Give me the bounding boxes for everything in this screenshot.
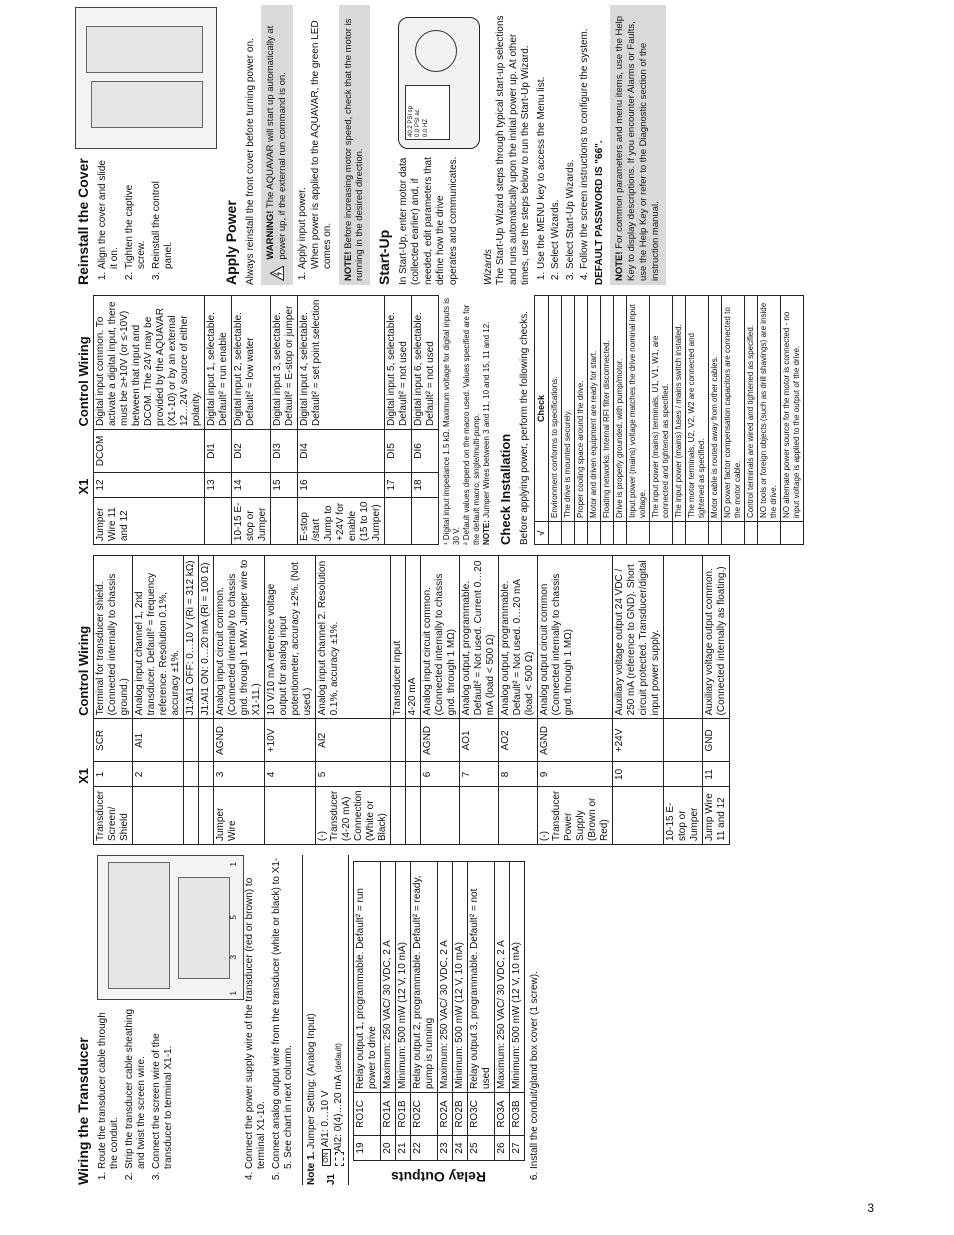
- check-row: [575, 296, 588, 545]
- terminal-description: Auxiliary voltage output 24 VDC / 250 mA (reference to GND). Short circuit protected. Transducer/digital input power supply.: [613, 556, 664, 719]
- terminal-signal: RO2B: [453, 1093, 468, 1136]
- side-label: Jumper Wire 11 and 12: [94, 498, 205, 545]
- side-label: [271, 498, 298, 545]
- terminal-description: Minimum: 500 mW (12 V, 10 mA): [396, 862, 411, 1093]
- terminal-signal: AI1: [133, 719, 184, 762]
- warning-icon: [265, 266, 289, 281]
- check-item: Drive is properly grounded, with pump/motor.: [614, 296, 627, 522]
- check-item: Environment conforms to specifications.: [549, 296, 562, 522]
- check-row: [686, 296, 709, 545]
- terminal-signal: +10V: [265, 719, 316, 762]
- check-item: Floating networks: Internal RFI filter disconnected.: [601, 296, 614, 522]
- terminal-signal: [199, 719, 214, 762]
- terminal-number: 17: [385, 473, 412, 498]
- relay-table: [353, 861, 525, 1161]
- terminal-number: 10: [613, 762, 664, 787]
- table-row: [133, 556, 184, 845]
- terminal-number: 16: [298, 473, 385, 498]
- terminal-number: [199, 762, 214, 787]
- terminal-description: Digital input 6, selectable. Default² = not used: [412, 296, 439, 430]
- terminal-signal: DI4: [298, 430, 385, 473]
- check-row: [588, 296, 601, 545]
- side-label: Jump Wire 11 and 12: [703, 787, 730, 845]
- panel-display: [405, 85, 450, 140]
- apply-note-label: NOTE!: [342, 251, 354, 281]
- ai1-setting: AI1: 0…10 V: [320, 1090, 331, 1148]
- terminal-description: Analog input circuit common. (Connected internally to chassis gnd. through 1 MΩ): [421, 556, 460, 719]
- table-row: [406, 556, 421, 845]
- control-panel-image: [398, 17, 480, 149]
- checkbox[interactable]: [709, 522, 722, 545]
- side-label: [205, 498, 232, 545]
- terminal-signal: RO1C: [354, 1093, 381, 1136]
- checkbox[interactable]: [745, 522, 758, 545]
- check-item: NO alternate power source for the motor is connected - no input voltage is applied to the output of the drive.: [781, 296, 804, 522]
- startup-note: [610, 5, 666, 285]
- checkbox[interactable]: [575, 522, 588, 545]
- terminal-number: 9: [538, 762, 613, 787]
- terminal-number: 27: [510, 1136, 525, 1161]
- panel-line: 0.0 HZ: [422, 118, 429, 137]
- apply-power-note: [339, 5, 371, 285]
- check-col-tick: √: [535, 522, 549, 545]
- table-row: [381, 862, 396, 1161]
- checkbox[interactable]: [549, 522, 562, 545]
- check-item: NO tools or foreign objects (such as drill shavings) are inside the drive.: [758, 296, 781, 522]
- terminal-signal: RO2C: [411, 1093, 438, 1136]
- terminal-signal: AGND: [214, 719, 265, 762]
- terminal-number: 24: [453, 1136, 468, 1161]
- terminal-number: 20: [381, 1136, 396, 1161]
- wiring-title: Wiring the Transducer: [75, 1037, 91, 1185]
- terminal-number: 25: [468, 1136, 495, 1161]
- terminal-number: 7: [460, 762, 499, 787]
- check-intro: Before applying power, perform the following checks.: [518, 310, 530, 545]
- terminal-number: 3: [214, 762, 265, 787]
- terminal-description: 10 V/10 mA reference voltage output for analog input potentiometer, accuracy ±2%. (Not used.): [265, 556, 316, 719]
- terminal-description: Auxiliary voltage output common. (Connected internally as floating.): [703, 556, 730, 719]
- apply-power-step: When power is applied to the AQUAVAR, the green LED comes on.: [309, 20, 333, 269]
- terminal-signal: [406, 719, 421, 762]
- rotated-page: [75, 5, 895, 1185]
- analog-header-x1: X1: [76, 768, 91, 784]
- table-row: [396, 862, 411, 1161]
- terminal-number: [391, 762, 406, 787]
- table-row: [499, 556, 538, 845]
- table-row: [94, 556, 133, 845]
- terminal-description: [664, 556, 703, 719]
- table-row: [94, 296, 205, 545]
- table-row: [391, 556, 406, 845]
- terminal-number: 2: [133, 762, 184, 787]
- checkbox[interactable]: [673, 522, 686, 545]
- check-row: [709, 296, 722, 545]
- table-row: [538, 556, 613, 845]
- apply-power-step: Apply input power.: [297, 187, 308, 269]
- terminal-number: 1: [94, 762, 133, 787]
- apply-power-steps: [297, 5, 335, 285]
- terminal-number: 13: [205, 473, 232, 498]
- checkbox[interactable]: [627, 522, 650, 545]
- terminal-signal: RO1A: [381, 1093, 396, 1136]
- wiring-step: 2. Strip the transducer cable sheathing and twist the screen wire.: [124, 1006, 149, 1169]
- reinstall-steps: [97, 155, 176, 285]
- table-row: [271, 296, 298, 545]
- table-row: [199, 556, 214, 845]
- check-item: The input power (mains) fuses / mains switch installed.: [673, 296, 686, 522]
- table-row: [453, 862, 468, 1161]
- check-row: [781, 296, 804, 545]
- wiring-step: 3. Connect the screen wire of the transducer to terminal X1-1.: [151, 1006, 176, 1169]
- terminal-description: Analog output circuit common (Connected internally to chassis gnd. through 1 MΩ): [538, 556, 613, 719]
- startup-steps: [536, 5, 592, 285]
- table-row: [438, 862, 453, 1161]
- j1-label: J1: [326, 1173, 338, 1185]
- terminal-signal: DI1: [205, 430, 232, 473]
- wiring-step: 5. Connect analog output wire from the transducer (white or black) to X1-5. See chart in next column.: [271, 855, 296, 1169]
- callout: 5: [228, 914, 238, 920]
- table-row: [613, 556, 664, 845]
- table-row: [510, 862, 525, 1161]
- digital-header-control: Control Wiring: [76, 336, 91, 427]
- terminal-description: J1:AI1 ON: 0…20 mA (Ri = 100 Ω): [199, 556, 214, 719]
- terminal-description: Digital input common. To activate a digital input, there must be ≥+10V (or ≤-10V) between that input and DCOM. The 24V may be provided by the AQUAVAR (X1-10) or by an external 12…24V source of either polarity.: [94, 296, 205, 430]
- warning-text: The AQUAVAR will start up automatically at power up, if the external run command is on.: [265, 25, 288, 260]
- terminal-number: 22: [411, 1136, 438, 1161]
- terminal-description: Analog output, programmable. Default² = Not used. 0…20 mA (load < 500 Ω): [499, 556, 538, 719]
- wiring-steps-cont: [244, 855, 296, 1185]
- side-label: [385, 498, 412, 545]
- table-row: [184, 556, 199, 845]
- transducer-wiring-diagram: [97, 855, 244, 1000]
- analog-header-control: Control Wiring: [76, 625, 91, 716]
- callout: 3: [228, 954, 238, 960]
- panel-keypad-icon: [415, 30, 457, 72]
- checkbox[interactable]: [686, 522, 709, 545]
- apply-note-text: Before increasing motor speed, check that the motor is running in the desired direction.: [342, 18, 366, 281]
- table-row: [703, 556, 730, 845]
- startup-note-label: NOTE!: [614, 251, 626, 281]
- side-label: [412, 498, 439, 545]
- terminal-description: Digital input 5, selectable. Default² = not used: [385, 296, 412, 430]
- terminal-signal: DI3: [271, 430, 298, 473]
- startup-note-text: For common parameters and menu items, use the Help Key to display descriptions. If you encounter Alarms or Faults, use the Help Key or refer to the Diagnostic section of the instruction manual.: [614, 15, 661, 281]
- terminal-number: [184, 762, 199, 787]
- cover-install-diagram: [75, 7, 217, 149]
- wizards-text: The Start-Up Wizard steps through typical start-up selections and runs automatically upon the initial power up. At other times, use the steps below to run the Start-Up Wizard.: [495, 15, 532, 285]
- terminal-signal: AO2: [499, 719, 538, 762]
- terminal-description: Analog output, programmable. Default² = Not used. Current 0…20 mA (load < 500 Ω): [460, 556, 499, 719]
- check-row: [673, 296, 686, 545]
- checkbox[interactable]: [722, 522, 745, 545]
- startup-intro: In Start-Up, enter motor data (collected earlier) and, if needed, edit parameters that define how the drive operates and communicates.: [397, 156, 459, 285]
- check-row: [549, 296, 562, 545]
- side-label: [265, 787, 316, 845]
- terminal-description: Minimum: 500 mW (12 V, 10 mA): [453, 862, 468, 1093]
- side-label: [613, 787, 664, 845]
- terminal-description: Relay output 3, programmable. Default² = not used: [468, 862, 495, 1093]
- table-row: [460, 556, 499, 845]
- terminal-description: Analog input circuit common. (Connected internally to chassis gnd. through 1 MW. Jumper wire to X1-11.): [214, 556, 265, 719]
- reinstall-step: 2. Tighten the captive screw.: [124, 155, 149, 269]
- callout: 1: [228, 862, 238, 867]
- reinstall-step: 1. Align the cover and slide it on.: [97, 155, 122, 269]
- warning-label: WARNING!: [265, 210, 276, 260]
- table-row: [664, 556, 703, 845]
- checkbox[interactable]: [758, 522, 781, 545]
- table-row: [385, 296, 412, 545]
- panel-line: 40.2 PSI sp: [407, 105, 414, 137]
- terminal-number: 12: [94, 473, 205, 498]
- terminal-description: Transducer input: [391, 556, 406, 719]
- wiring-step: 1. Route the transducer cable through the conduit.: [97, 1006, 122, 1169]
- terminal-description: Analog input channel 1, 2nd transducer. Default² = frequency reference. Resolution 0.1%, accuracy ±1%.: [133, 556, 184, 719]
- side-label: [421, 787, 460, 845]
- terminal-signal: DI5: [385, 430, 412, 473]
- callout: 1: [228, 990, 238, 996]
- terminal-signal: RO3B: [510, 1093, 525, 1136]
- check-row: [650, 296, 673, 545]
- terminal-number: 11: [703, 762, 730, 787]
- digital-table: [75, 295, 439, 545]
- terminal-number: 14: [232, 473, 271, 498]
- default-password: DEFAULT PASSWORD IS "66".: [593, 140, 605, 285]
- table-row: [354, 862, 381, 1161]
- wiring-column: [75, 855, 544, 1185]
- apply-power-title: Apply Power: [223, 200, 239, 285]
- footnote-1: ¹ Digital input impedance 1.5 kΩ. Maximum voltage for digital inputs is 30 V.: [442, 298, 462, 545]
- terminal-number: 4: [265, 762, 316, 787]
- check-row: [614, 296, 627, 545]
- check-item: Motor cable is routed away from other cables.: [709, 296, 722, 522]
- terminal-description: Digital input 1, selectable. Default² = run enable: [205, 296, 232, 430]
- note-text: Jumper Setting: (Analog Input): [305, 1013, 317, 1149]
- check-title: Check Installation: [498, 433, 514, 545]
- terminal-signal: AO1: [460, 719, 499, 762]
- terminal-description: Relay output 1, programmable. Default² = run power to drive: [354, 862, 381, 1093]
- off-switch-icon: [335, 1152, 344, 1166]
- startup-step: 4. Follow the screen instructions to configure the system.: [579, 5, 592, 269]
- wiring-step: 6. Install the conduit/gland box cover (1 screw).: [529, 855, 542, 1169]
- table-row: [298, 296, 385, 545]
- reinstall-step: 3. Reinstall the control panel.: [151, 155, 176, 269]
- relay-section-label: Relay Outputs: [391, 1169, 487, 1185]
- terminal-signal: RO1B: [396, 1093, 411, 1136]
- side-label: [133, 787, 184, 845]
- check-item: Motor and driven equipment are ready for start.: [588, 296, 601, 522]
- terminal-description: Digital input 4, selectable. Default² = set point selection: [298, 296, 385, 430]
- terminal-signal: [391, 719, 406, 762]
- on-switch-icon: ON: [322, 1149, 331, 1166]
- terminal-description: Maximum: 250 VAC/ 30 VDC, 2 A: [495, 862, 510, 1093]
- ai2-default: (default): [333, 1043, 343, 1073]
- digital-header-x1: X1: [76, 478, 91, 495]
- panel-line: 0.0 PSI ac: [415, 109, 422, 137]
- terminal-number: 5: [316, 762, 391, 787]
- startup-title: Start-Up: [376, 229, 393, 285]
- ai2-setting: AI2: 0(4)…20 mA: [332, 1075, 344, 1152]
- terminal-description: Digital input 2, selectable. Default² = low water: [232, 296, 271, 430]
- startup-step: 3. Select Start-Up Wizards.: [565, 5, 578, 269]
- table-row: [214, 556, 265, 845]
- terminal-number: 19: [354, 1136, 381, 1161]
- check-item: Input power (mains) voltage matches the drive nominal input voltage.: [627, 296, 650, 522]
- checkbox[interactable]: [650, 522, 673, 545]
- analog-table: [75, 555, 730, 845]
- checkbox[interactable]: [562, 522, 575, 545]
- check-item: Proper cooling space around the drive.: [575, 296, 588, 522]
- terminal-signal: DI6: [412, 430, 439, 473]
- side-label: [499, 787, 538, 845]
- terminal-description: Digital input 3, selectable. Default² = E-stop or jumper: [271, 296, 298, 430]
- terminal-signal: GND: [703, 719, 730, 762]
- terminal-description: Analog input channel 2. Resolution 0.1%, accuracy ±1%.: [316, 556, 391, 719]
- terminal-number: 21: [396, 1136, 411, 1161]
- check-row: [627, 296, 650, 545]
- check-item: The input power (mains) terminals, U1, V1, W1, are connected and tightened as specified.: [650, 296, 673, 522]
- check-row: [745, 296, 758, 545]
- terminal-description: 4-20 mA: [406, 556, 421, 719]
- side-label: Jumper Wire: [214, 787, 265, 845]
- side-label: 10-15 E-stop or Jumper: [664, 787, 703, 845]
- terminal-signal: RO3A: [495, 1093, 510, 1136]
- warning-box: [261, 5, 293, 285]
- checkbox[interactable]: [614, 522, 627, 545]
- jumper-note: [302, 855, 350, 1185]
- footnote-2: ² Default values depend on the macro used. Values specified are for the default macro, single/multi-pump.: [462, 304, 482, 545]
- terminal-number: [406, 762, 421, 787]
- check-col-label: Check: [535, 296, 549, 522]
- check-table: [534, 295, 804, 545]
- check-row: [601, 296, 614, 545]
- table-row: [316, 556, 391, 845]
- table-row: [495, 862, 510, 1161]
- side-label: 10-15 E-stop or Jumper: [232, 498, 271, 545]
- checkbox[interactable]: [601, 522, 614, 545]
- terminal-number: 23: [438, 1136, 453, 1161]
- table-row: [411, 862, 438, 1161]
- terminal-description: Maximum: 250 VAC/ 30 VDC, 2 A: [381, 862, 396, 1093]
- terminal-signal: DCOM: [94, 430, 205, 473]
- side-label: [391, 787, 406, 845]
- terminal-signal: +24V: [613, 719, 664, 762]
- checkbox[interactable]: [588, 522, 601, 545]
- startup-column: [75, 5, 666, 285]
- side-label: [199, 787, 214, 845]
- startup-step: 1. Use the MENU key to access the Menu list.: [536, 5, 549, 269]
- check-row: [758, 296, 781, 545]
- check-item: NO power factor compensation capacitors are connected to the motor cable.: [722, 296, 745, 522]
- wizards-label: Wizards: [482, 248, 494, 285]
- check-item: The drive is mounted securely.: [562, 296, 575, 522]
- note-label: Note 1.: [305, 1151, 317, 1185]
- table-row: [205, 296, 232, 545]
- terminal-signal: AGND: [538, 719, 613, 762]
- terminal-signal: AGND: [421, 719, 460, 762]
- terminal-signal: RO2A: [438, 1093, 453, 1136]
- terminal-description: Minimum: 500 mW (12 V, 10 mA): [510, 862, 525, 1093]
- terminal-signal: SCR: [94, 719, 133, 762]
- wiring-step6: [529, 855, 542, 1185]
- side-label: [406, 787, 421, 845]
- table-row: [412, 296, 439, 545]
- terminal-signal: RO3C: [468, 1093, 495, 1136]
- side-label: (-) Transducer Power Supply (Brown or Red): [538, 787, 613, 845]
- side-label: [184, 787, 199, 845]
- table-row: [265, 556, 316, 845]
- digital-note-text: Jumper Wires between 3 and 11, 10 and 15, 11 and 12.: [482, 321, 492, 518]
- terminal-signal: [184, 719, 199, 762]
- table-row: [421, 556, 460, 845]
- table-row: [232, 296, 271, 545]
- check-row: [722, 296, 745, 545]
- check-item: The motor terminals, U2, V2, W2 are connected and tightened as specified.: [686, 296, 709, 522]
- terminal-number: 6: [421, 762, 460, 787]
- terminal-number: 8: [499, 762, 538, 787]
- checkbox[interactable]: [781, 522, 804, 545]
- reinstall-title: Reinstall the Cover: [75, 158, 91, 285]
- startup-step: 2. Select Wizards.: [550, 5, 563, 269]
- page-number: 3: [867, 1201, 874, 1215]
- terminal-number: 18: [412, 473, 439, 498]
- table-row: [468, 862, 495, 1161]
- digital-column: [75, 295, 804, 545]
- wiring-step: 4. Connect the power supply wire of the transducer (red or brown) to terminal X1-10.: [244, 855, 269, 1169]
- terminal-description: J1:AI1 OFF: 0…10 V (Ri = 312 kΩ): [184, 556, 199, 719]
- terminal-signal: [664, 719, 703, 762]
- terminal-number: 26: [495, 1136, 510, 1161]
- terminal-description: Relay output 2, programmable. Default² = ready, pump is running: [411, 862, 438, 1093]
- analog-column: [75, 555, 730, 845]
- wiring-steps: [97, 1006, 244, 1185]
- side-label: E-stop /start Jump to +24V for enable (15 to 10 Jumper): [298, 498, 385, 545]
- terminal-description: Maximum: 250 VAC/ 30 VDC, 2 A: [438, 862, 453, 1093]
- terminal-number: [664, 762, 703, 787]
- terminal-number: 15: [271, 473, 298, 498]
- side-label: (-) Transducer (4-20 mA) Connection (White or Black): [316, 787, 391, 845]
- side-label: [460, 787, 499, 845]
- check-row: [562, 296, 575, 545]
- side-label: Transducer Screen/ Shield: [94, 787, 133, 845]
- apply-power-intro: Always reinstall the front cover before turning power on.: [244, 38, 256, 285]
- terminal-signal: DI2: [232, 430, 271, 473]
- digital-note-label: NOTE:: [482, 520, 492, 545]
- terminal-signal: AI2: [316, 719, 391, 762]
- terminal-description: Terminal for transducer shield. (Connected internally to chassis ground.): [94, 556, 133, 719]
- check-item: Control terminals are wired and tightened as specified.: [745, 296, 758, 522]
